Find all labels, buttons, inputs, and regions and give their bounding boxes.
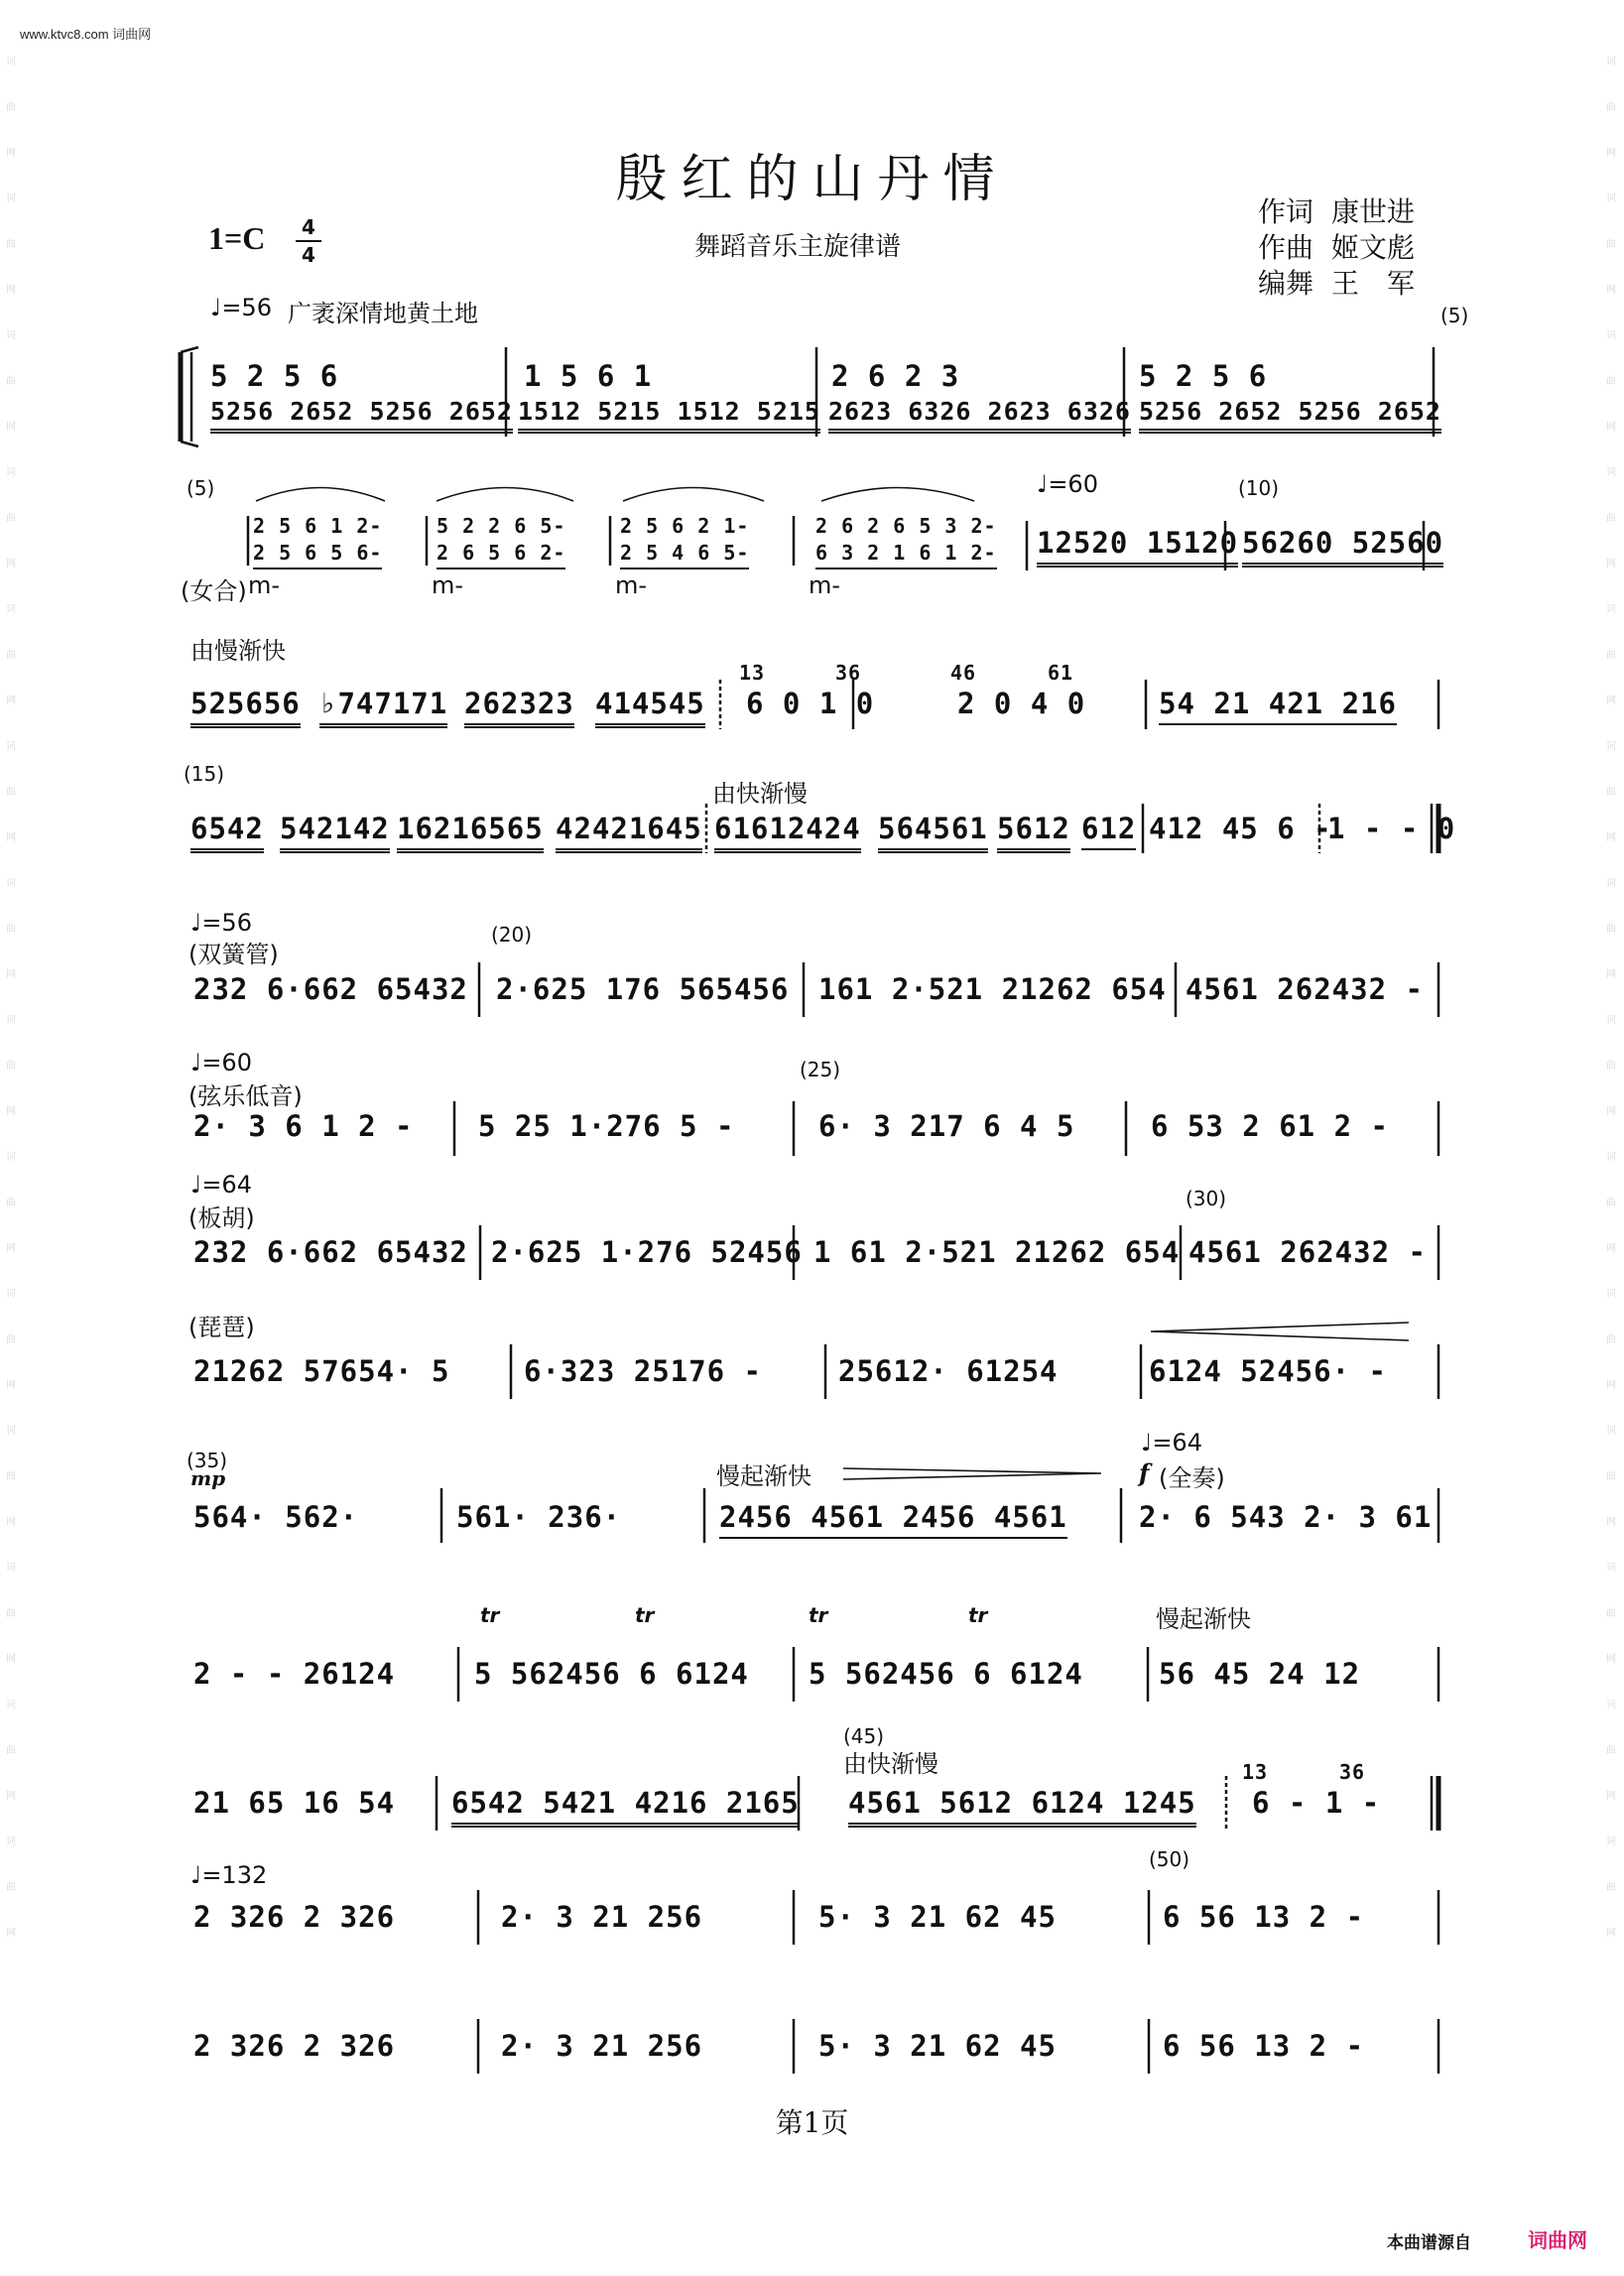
note-row: 262323 bbox=[464, 687, 574, 720]
note-row: 2 5 6 1 2- bbox=[253, 514, 383, 538]
note-row: 12520 15120 bbox=[1037, 526, 1238, 560]
note-row: 56260 52560 bbox=[1242, 526, 1443, 560]
note-row: 412 45 6 - bbox=[1149, 812, 1332, 845]
trill-mark: tr bbox=[968, 1603, 988, 1627]
note-row: 2 - - 26124 bbox=[193, 1657, 396, 1691]
instrument-label: (板胡) bbox=[188, 1204, 255, 1232]
note-row: 561· 236· bbox=[456, 1500, 622, 1534]
note-row: 6542 bbox=[190, 812, 264, 845]
key-signature: 1=C bbox=[208, 220, 266, 256]
grace-note: 61 bbox=[1048, 661, 1074, 685]
note-row: 6 3 2 1 6 1 2- bbox=[815, 541, 997, 565]
note-row: 5 562456 6 6124 bbox=[809, 1657, 1083, 1691]
note-row: 21262 57654· 5 bbox=[193, 1354, 450, 1388]
note-row: 2623 6326 2623 6326 bbox=[828, 397, 1131, 426]
note-row: 5 2 5 6 bbox=[1139, 359, 1268, 393]
note-row: 5256 2652 5256 2652 bbox=[1139, 397, 1441, 426]
note-row: 16216565 bbox=[397, 812, 544, 845]
expression-text: 由快渐慢 bbox=[843, 1750, 938, 1778]
score-title: 殷红的山丹情 bbox=[615, 150, 1009, 209]
instrument-label: (双簧管) bbox=[188, 941, 279, 968]
note-row: 6542 5421 4216 2165 bbox=[451, 1786, 800, 1820]
note-row: 2456 4561 2456 4561 bbox=[719, 1500, 1067, 1534]
note-row: 2·625 1·276 52456 bbox=[491, 1235, 803, 1269]
measure-number: (50) bbox=[1149, 1847, 1190, 1871]
note-row: 1 - - 0 bbox=[1327, 812, 1456, 845]
measure-number: (30) bbox=[1186, 1187, 1227, 1210]
lyric-hum: m- bbox=[809, 571, 841, 599]
note-row: 2 5 6 2 1- bbox=[620, 514, 750, 538]
note-row: 2 5 4 6 5- bbox=[620, 541, 749, 565]
note-row: 2 6 5 6 2- bbox=[437, 541, 565, 565]
tempo-marking: ♩=56 bbox=[190, 909, 252, 937]
note-row: 414545 bbox=[595, 687, 705, 720]
tempo-marking: ♩=60 bbox=[190, 1049, 252, 1076]
note-row: 5 25 1·276 5 - bbox=[478, 1109, 735, 1143]
note-row: 6 - 1 - bbox=[1252, 1786, 1381, 1820]
note-row: 6 0 1 0 bbox=[746, 687, 875, 720]
note-row: 56 45 24 12 bbox=[1159, 1657, 1361, 1691]
tempo-marking: ♩=64 bbox=[1141, 1429, 1202, 1456]
note-row: 4561 262432 - bbox=[1186, 972, 1424, 1006]
note-row: 54 21 421 216 bbox=[1159, 687, 1397, 720]
note-row: 5 2 5 6 bbox=[210, 359, 339, 393]
note-row: 2 6 2 6 5 3 2- bbox=[815, 514, 997, 538]
note-row: 42421645 bbox=[556, 812, 702, 845]
measure-number: (5) bbox=[187, 476, 215, 500]
expression-text: 由慢渐快 bbox=[190, 637, 286, 665]
expression-text: 广袤深情地黄土地 bbox=[288, 300, 478, 327]
trill-mark: tr bbox=[809, 1603, 828, 1627]
ensemble-label: (全奏) bbox=[1159, 1464, 1225, 1492]
note-row: 5 2 2 6 5- bbox=[437, 514, 566, 538]
note-row: 564· 562· bbox=[193, 1500, 359, 1534]
note-row: 525656 bbox=[190, 687, 301, 720]
trill-mark: tr bbox=[635, 1603, 655, 1627]
note-row: 4561 5612 6124 1245 bbox=[848, 1786, 1196, 1820]
note-row: 2 326 2 326 bbox=[193, 1900, 396, 1934]
note-row: 2 0 4 0 bbox=[957, 687, 1086, 720]
note-row: 232 6·662 65432 bbox=[193, 972, 468, 1006]
note-row: 2· 3 6 1 2 - bbox=[193, 1109, 414, 1143]
grace-note: 13 bbox=[739, 661, 766, 685]
note-row: 2· 3 21 256 bbox=[501, 2029, 703, 2063]
note-row: 1 5 6 1 bbox=[524, 359, 653, 393]
credit-choreo: 编舞 王 军 bbox=[1258, 267, 1416, 300]
note-row: 1512 5215 1512 5215 bbox=[518, 397, 820, 426]
grace-note: 36 bbox=[1339, 1760, 1366, 1784]
measure-number: (15) bbox=[184, 762, 225, 786]
credit-lyrics: 作词 康世进 bbox=[1258, 195, 1416, 228]
instrument-label: (琵琶) bbox=[188, 1314, 255, 1341]
note-row: 2 6 2 3 bbox=[831, 359, 960, 393]
site-url[interactable]: www.ktvc8.com 词曲网 bbox=[20, 27, 152, 42]
note-row: 2· 6 543 2· 3 61 bbox=[1139, 1500, 1433, 1534]
note-row: 5 562456 6 6124 bbox=[474, 1657, 749, 1691]
note-row: 232 6·662 65432 bbox=[193, 1235, 468, 1269]
part-label: (女合) bbox=[181, 577, 247, 605]
note-row: 1 61 2·521 21262 654 bbox=[813, 1235, 1181, 1269]
page-number: 第1页 bbox=[775, 2106, 849, 2139]
expression-text: 慢起渐快 bbox=[1156, 1605, 1251, 1633]
measure-number: (45) bbox=[843, 1724, 885, 1748]
note-row: 612 bbox=[1081, 812, 1136, 845]
side-watermark-left: 词曲网词曲网词曲网词曲网词曲网词曲网词曲网词曲网词曲网词曲网词曲网词曲网词曲网词曲网 bbox=[6, 57, 16, 1939]
note-row: 2 326 2 326 bbox=[193, 2029, 396, 2063]
lyric-hum: m- bbox=[615, 571, 648, 599]
note-row: 4561 262432 - bbox=[1188, 1235, 1427, 1269]
trill-mark: tr bbox=[480, 1603, 500, 1627]
note-row: 6 56 13 2 - bbox=[1163, 1900, 1365, 1934]
note-row: 25612· 61254 bbox=[838, 1354, 1059, 1388]
credit-composer: 作曲 姬文彪 bbox=[1258, 231, 1416, 264]
note-row: 564561 bbox=[878, 812, 988, 845]
side-watermark-right: 词曲网词曲网词曲网词曲网词曲网词曲网词曲网词曲网词曲网词曲网词曲网词曲网词曲网词曲网 bbox=[1606, 57, 1616, 1939]
lyric-hum: m- bbox=[248, 571, 281, 599]
grace-note: 46 bbox=[950, 661, 977, 685]
note-row: 5256 2652 5256 2652 bbox=[210, 397, 513, 426]
tempo-marking: ♩=64 bbox=[190, 1171, 252, 1199]
expression-text: 慢起渐快 bbox=[716, 1462, 812, 1490]
measure-number: (25) bbox=[800, 1058, 841, 1081]
instrument-label: (弦乐低音) bbox=[188, 1082, 303, 1110]
measure-number: (10) bbox=[1238, 476, 1280, 500]
score-subtitle: 舞蹈音乐主旋律谱 bbox=[694, 232, 902, 262]
note-row: 6 53 2 61 2 - bbox=[1151, 1109, 1389, 1143]
note-row: 6124 52456· - bbox=[1149, 1354, 1387, 1388]
dynamic-forte: f bbox=[1139, 1458, 1150, 1487]
dynamic-mp: mp bbox=[190, 1466, 226, 1490]
note-row: 2 5 6 5 6- bbox=[253, 541, 382, 565]
note-row: 5· 3 21 62 45 bbox=[818, 2029, 1057, 2063]
measure-number: (35) bbox=[187, 1449, 228, 1472]
tempo-marking: ♩=56 bbox=[210, 294, 272, 321]
time-top: 4 bbox=[302, 215, 315, 239]
tempo-marking: ♩=60 bbox=[1037, 470, 1098, 498]
note-row: 6 56 13 2 - bbox=[1163, 2029, 1365, 2063]
grace-note: 13 bbox=[1242, 1760, 1269, 1784]
note-row: ♭747171 bbox=[319, 687, 447, 720]
note-row: 5612 bbox=[997, 812, 1070, 845]
note-row: 21 65 16 54 bbox=[193, 1786, 396, 1820]
measure-number: (20) bbox=[491, 923, 533, 947]
note-row: 542142 bbox=[280, 812, 390, 845]
tempo-marking: ♩=132 bbox=[190, 1861, 268, 1889]
expression-text: 由快渐慢 bbox=[712, 780, 808, 808]
measure-number: (5) bbox=[1440, 304, 1469, 327]
note-row: 161 2·521 21262 654 bbox=[818, 972, 1167, 1006]
note-row: 6·323 25176 - bbox=[524, 1354, 762, 1388]
note-row: 6· 3 217 6 4 5 bbox=[818, 1109, 1075, 1143]
lyric-hum: m- bbox=[432, 571, 464, 599]
source-text: 本曲谱源自 bbox=[1387, 2233, 1471, 2253]
note-row: 61612424 bbox=[714, 812, 861, 845]
note-row: 2· 3 21 256 bbox=[501, 1900, 703, 1934]
grace-note: 36 bbox=[835, 661, 862, 685]
source-logo[interactable]: 词曲网 bbox=[1528, 2228, 1587, 2252]
time-bottom: 4 bbox=[302, 243, 315, 267]
note-row: 5· 3 21 62 45 bbox=[818, 1900, 1057, 1934]
note-row: 2·625 176 565456 bbox=[496, 972, 790, 1006]
